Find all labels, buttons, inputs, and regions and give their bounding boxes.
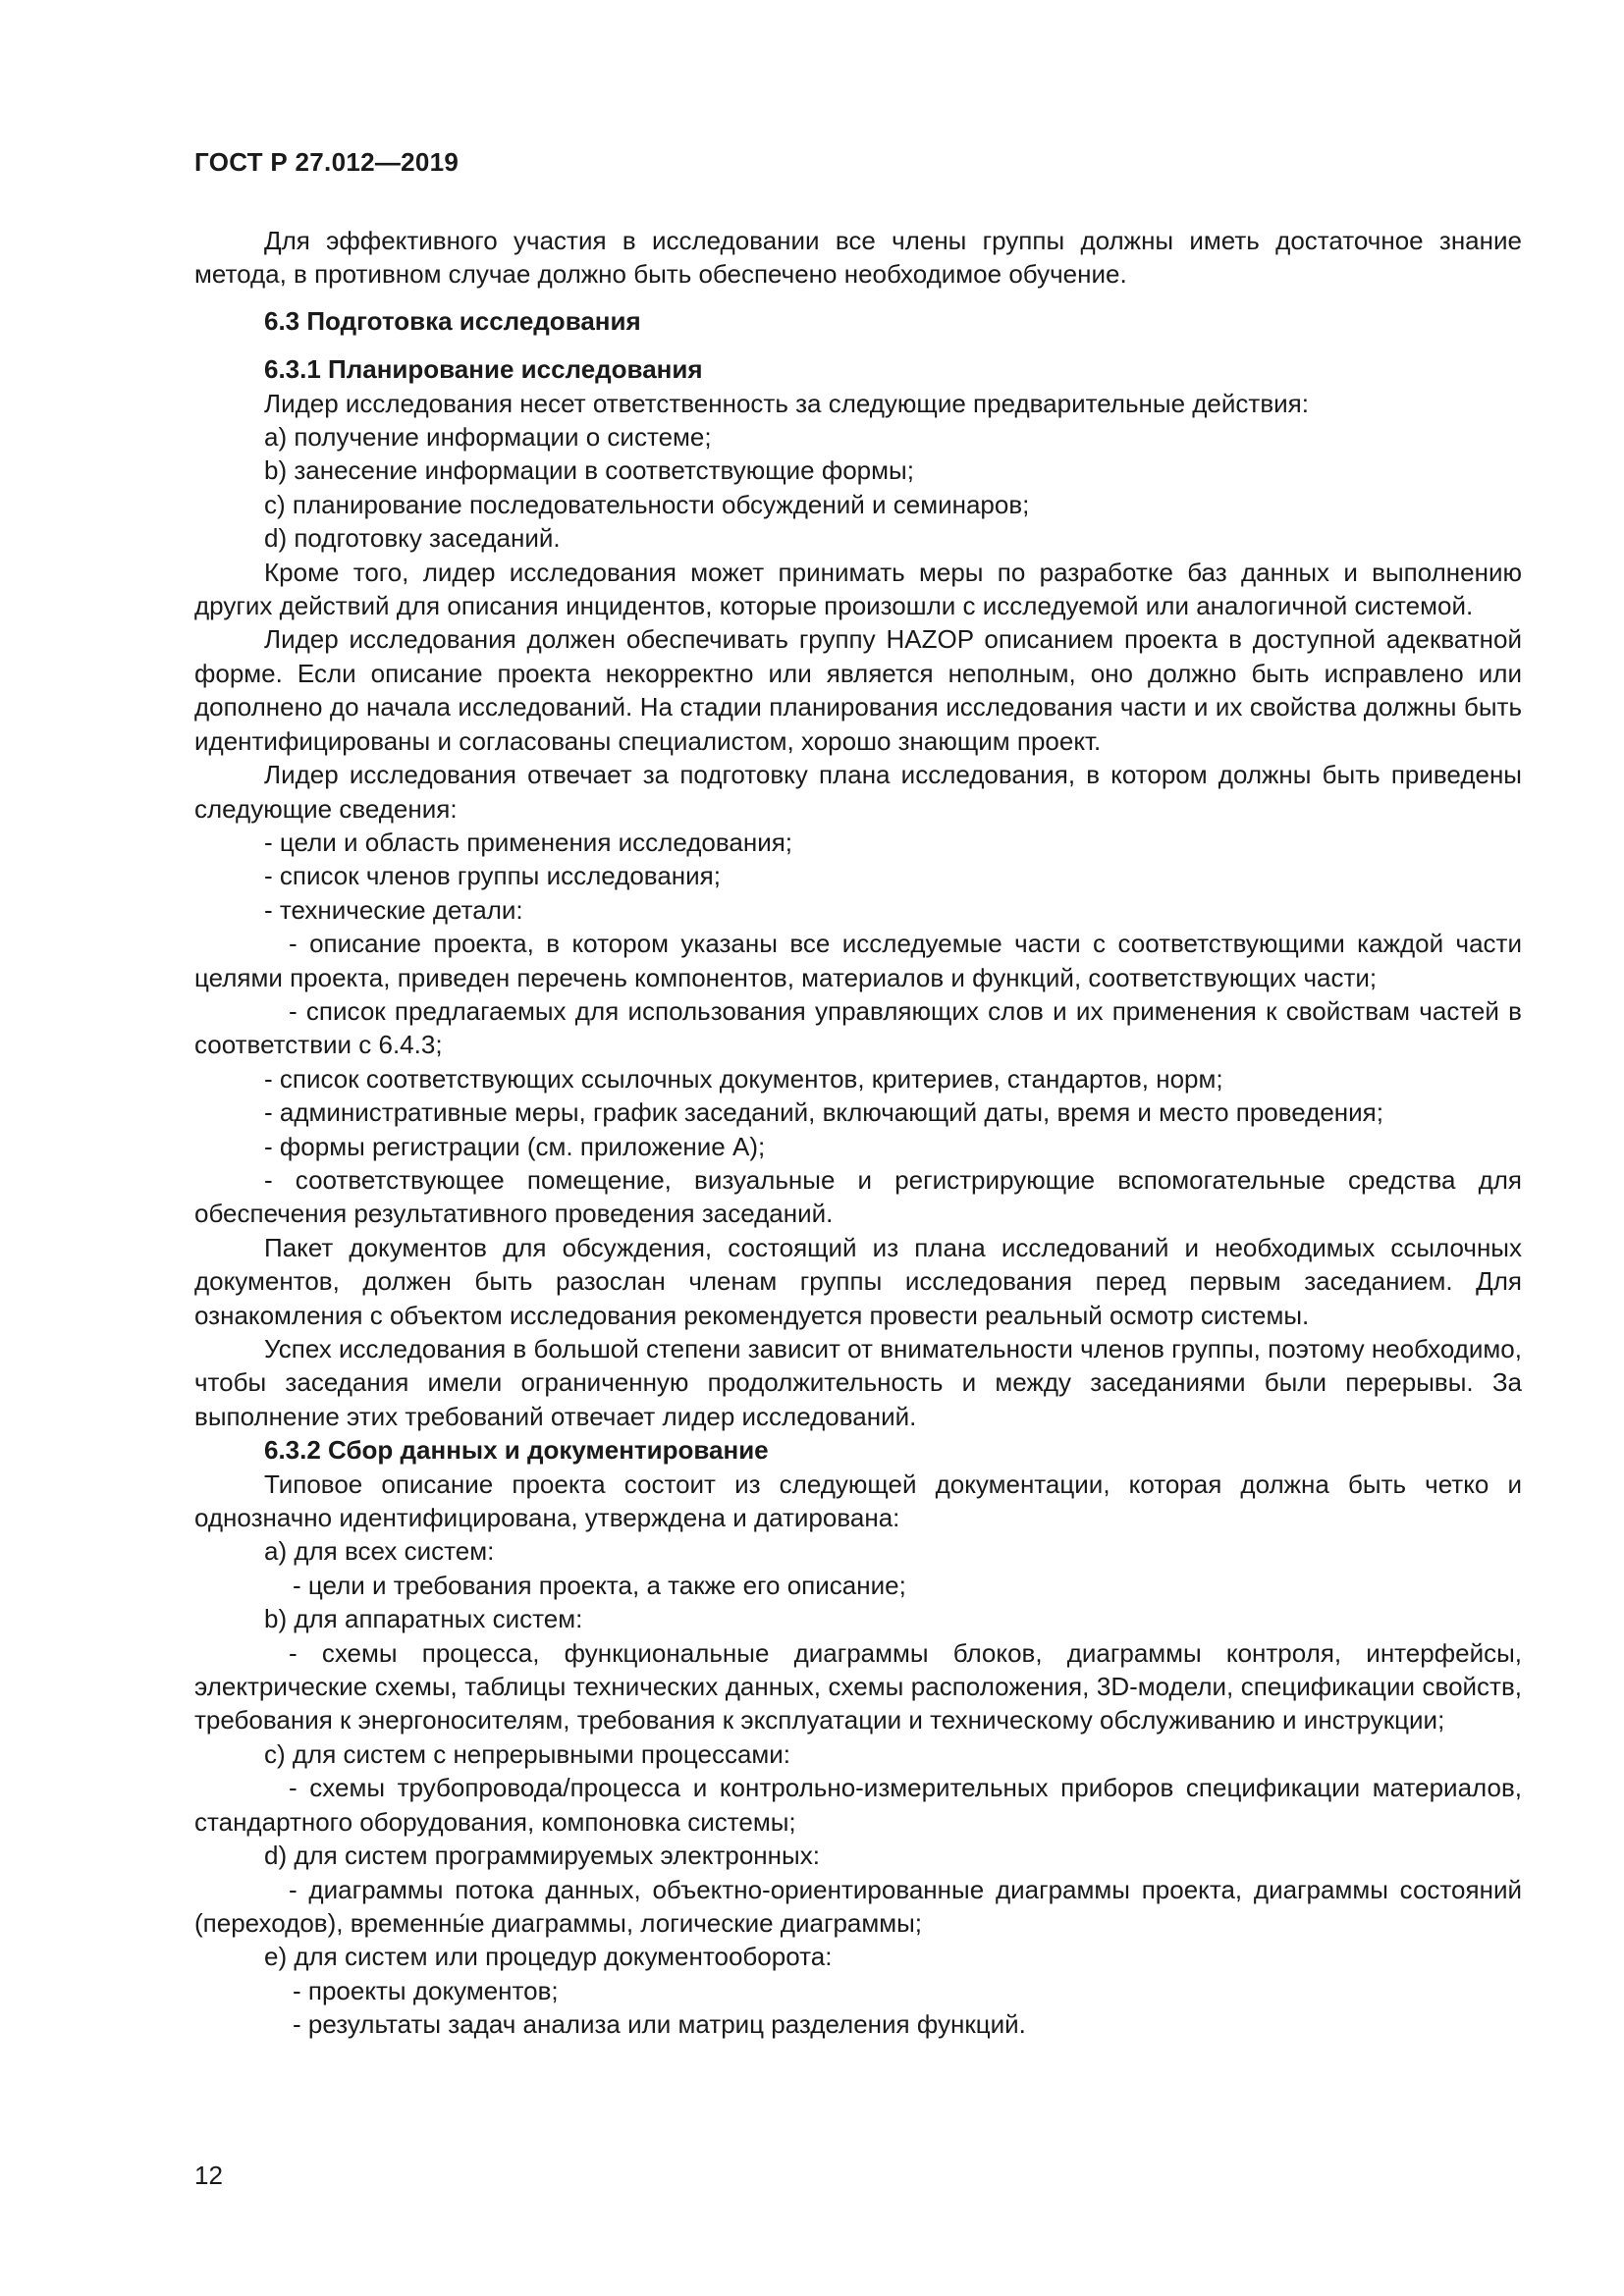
list-item: d) подготовку заседаний. [264,523,561,554]
sub-bullet-item: - схемы трубопровода/процесса и контрольно-измерительных приборов спецификации материалов, стандартного оборудования, компоновка системы; [194,1773,1522,1837]
bullet-item: - формы регистрации (см. приложение А); [264,1131,766,1161]
paragraph: Успех исследования в большой степени зависит от внимательности членов группы, поэтому необходимо, чтобы заседания имели ограниченную продолжительность и между заседаниями были перерывы. За выполнение этих требований отвечает лидер исследований. [194,1334,1522,1431]
bullet-item: - список соответствующих ссылочных документов, критериев, стандартов, норм; [264,1063,1223,1094]
sub-bullet-item: - проекты документов; [293,1975,559,2005]
list-item: c) для систем с непрерывными процессами: [264,1738,791,1769]
sub-bullet-item: - результаты задач анализа или матриц разделения функций. [293,2009,1026,2040]
bullet-item: - список членов группы исследования; [264,861,721,891]
list-item: e) для систем или процедур документооборота: [264,1942,833,1972]
list-item: a) получение информации о системе; [264,422,712,453]
bullet-item: - соответствующее помещение, визуальные и регистрирующие вспомогательные средства для обеспечения результативного проведения заседаний. [194,1164,1522,1229]
document-header: ГОСТ Р 27.012—2019 [194,147,460,177]
list-item: c) планирование последовательности обсуждений и семинаров; [264,489,1030,519]
paragraph: Типовое описание проекта состоит из следующей документации, которая должна быть четко и однозначно идентифицирована, утверждена и датирована: [194,1468,1522,1533]
subsection-heading: 6.3.2 Сбор данных и документирование [264,1435,769,1466]
paragraph: Лидер исследования несет ответственность за следующие предварительные действия: [264,388,1309,418]
list-item: a) для всех систем: [264,1536,495,1567]
page-number: 12 [194,2161,223,2190]
sub-bullet-item: - диаграммы потока данных, объектно-ориентированные диаграммы проекта, диаграммы состояний (переходов), временны́е диаграммы, логические диаграммы; [194,1874,1522,1938]
paragraph: Кроме того, лидер исследования может принимать меры по разработке баз данных и выполнению других действий для описания инцидентов, которые произошли с исследуемой или аналогичной системой. [194,557,1522,621]
subsection-heading: 6.3.1 Планирование исследования [264,354,703,385]
bullet-item: - технические детали: [264,894,523,925]
paragraph: Лидер исследования отвечает за подготовку плана исследования, в котором должны быть приведены следующие сведения: [194,760,1522,824]
sub-bullet-item: - описание проекта, в котором указаны все исследуемые части с соответствующими каждой части целями проекта, приведен перечень компонентов, материалов и функций, соответствующих части; [194,929,1522,992]
section-heading: 6.3 Подготовка исследования [264,305,641,336]
paragraph: Для эффективного участия в исследовании все члены группы должны иметь достаточное знание метода, в противном случае должно быть обеспечено необходимое обучение. [194,226,1522,290]
list-item: b) для аппаратных систем: [264,1604,583,1634]
sub-bullet-item: - цели и требования проекта, а также его описание; [293,1570,906,1600]
paragraph: Пакет документов для обсуждения, состоящий из плана исследований и необходимых ссылочных документов, должен быть разослан членам группы исследования перед первым заседанием. Для ознакомления с объектом исследования рекомендуется провести реальный осмотр системы. [194,1232,1522,1330]
sub-bullet-item: - схемы процесса, функциональные диаграммы блоков, диаграммы контроля, интерфейсы, электрические схемы, таблицы технических данных, схемы расположения, 3D-модели, спецификации свойств, требования к энергоносителям, требования к эксплуатации и техническому обслуживанию и инструкции; [194,1637,1522,1735]
bullet-item: - административные меры, график заседаний, включающий даты, время и место проведения; [264,1097,1383,1128]
paragraph: Лидер исследования должен обеспечивать группу HAZOP описанием проекта в доступной адекватной форме. Если описание проекта некорректно или является неполным, оно должно быть исправлено или дополнено до начала исследований. На стадии планирования исследования части и их свойства должны быть идентифицированы и согласованы специалистом, хорошо знающим проект. [194,624,1522,756]
document-body [194,224,1522,2042]
list-item: d) для систем программируемых электронных: [264,1841,820,1871]
list-item: b) занесение информации в соответствующие формы; [264,455,914,486]
bullet-item: - цели и область применения исследования; [264,827,793,857]
sub-bullet-item: - список предлагаемых для использования управляющих слов и их применения к свойствам частей в соответствии с 6.4.3; [194,995,1522,1060]
